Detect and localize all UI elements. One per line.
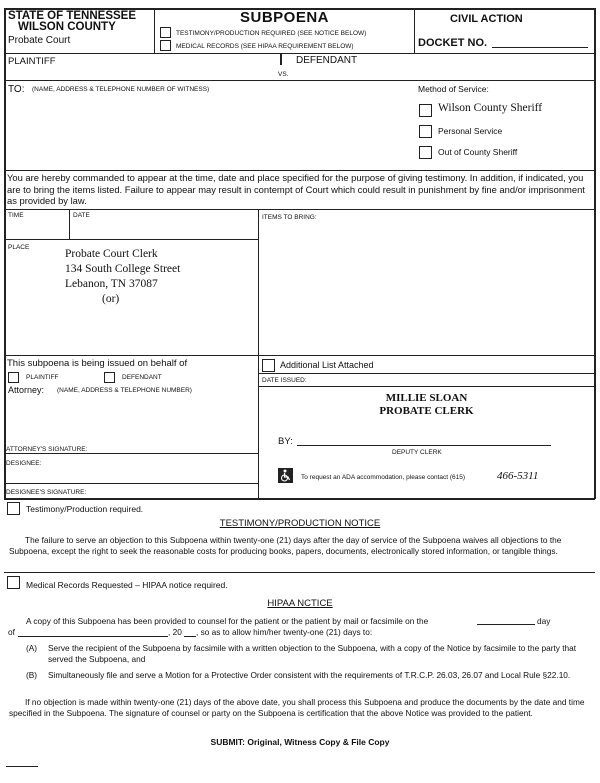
additional-list-label: Additional List Attached (280, 360, 374, 370)
page-title: SUBPOENA (239, 9, 329, 26)
form-border-bottom (4, 498, 595, 500)
medical-records-requested-label: Medical Records Requested – HIPAA notice required. (26, 580, 228, 590)
place-line-2: 134 South College Street (65, 263, 181, 275)
ada-phone: 466-5311 (497, 470, 539, 482)
behalf-title: This subpoena is being issued on behalf of (7, 358, 188, 369)
method-of-service-label: Method of Service: (418, 84, 489, 94)
parties-bottom-rule (4, 80, 595, 81)
hipaa-intro-a: A copy of this Subpoena has been provided to counsel for the patient or the patient by mail or facsimile on the (26, 616, 429, 626)
court-name: Probate Court (8, 35, 71, 46)
attorney-label: Attorney: (8, 385, 45, 395)
deputy-signature-field[interactable] (297, 445, 551, 446)
hipaa-day-field[interactable] (477, 624, 535, 625)
designee-signature-label: DESIGNEE'S SIGNATURE: (6, 489, 87, 496)
civil-action-label: CIVIL ACTION (450, 13, 523, 25)
deputy-clerk-label: DEPUTY CLERK (392, 449, 442, 456)
out-of-county-sheriff-checkbox[interactable] (419, 146, 432, 159)
behalf-plaintiff-checkbox[interactable] (8, 372, 19, 383)
place-address (65, 247, 180, 307)
personal-service-label: Personal Service (438, 126, 503, 136)
hipaa-item-a-label: (A) (26, 643, 38, 653)
additional-list-checkbox[interactable] (262, 359, 275, 372)
clerk-title: PROBATE CLERK (379, 405, 474, 417)
testimony-required-checkbox[interactable] (160, 27, 171, 38)
time-label: TIME (8, 212, 24, 219)
time-date-divider (69, 209, 70, 239)
hipaa-item-b-text: Simultaneously file and serve a Motion for a Protective Order consistent with the requirements of T.R.C.P. 26.03, 26.07 and Local Rule §22.10. (48, 670, 571, 680)
medical-records-requested-checkbox[interactable] (7, 576, 20, 589)
witness-desc: (NAME, ADDRESS & TELEPHONE NUMBER OF WITNESS) (32, 86, 210, 93)
hipaa-intro-e: , so as to allow him/her twenty-one (21) days to: (196, 627, 373, 637)
place-line-3: Lebanon, TN 37087 (65, 278, 158, 290)
date-label: DATE (73, 212, 90, 219)
behalf-defendant-label: DEFENDANT (122, 374, 162, 381)
designee-rule (4, 483, 258, 484)
place-line-4: (or) (102, 293, 120, 305)
command-paragraph: You are hereby commanded to appear at the time, date and place specified for the purpose of giving testimony. In addition, if indicated, you are to bring the items listed. Failure to appear may result in contempt of Court which could result in punishment by fine and/or imprisonment as provided by law. (7, 172, 585, 206)
plaintiff-label: PLAINTIFF (8, 56, 56, 67)
date-issued-rule (258, 386, 595, 387)
designee-label: DESIGNEE: (6, 460, 42, 467)
hipaa-intro-b: day (537, 616, 551, 626)
hipaa-notice-title: HIPAA NCTICE (267, 598, 333, 609)
place-label: PLACE (8, 244, 30, 251)
header-bottom-rule (4, 53, 595, 54)
ada-text: To request an ADA accommodation, please contact (615) (301, 474, 466, 481)
hipaa-item-a-text: Serve the recipient of the Subpoena by facsimile with a written objection to the Subpoena, with a copy of the Notice by facsimile to the party that served the Subpoena, and (48, 643, 577, 664)
hipaa-intro-c: of (8, 627, 15, 637)
defendant-label: DEFENDANT (296, 55, 358, 66)
by-label: BY: (278, 436, 293, 447)
personal-service-checkbox[interactable] (419, 125, 432, 138)
witness-bottom-rule (4, 170, 595, 171)
wilson-county-sheriff-label: Wilson County Sheriff (438, 102, 543, 114)
time-row-rule (4, 239, 258, 240)
submit-instructions: SUBMIT: Original, Witness Copy & File Copy (210, 737, 390, 747)
wheelchair-icon (278, 468, 293, 483)
form-border-left (4, 8, 6, 499)
date-issued-label: DATE ISSUED: (262, 377, 307, 384)
footer-mark (6, 766, 38, 767)
versus-label: VS. (278, 71, 289, 78)
testimony-notice-text: The failure to serve an objection to this Subpoena within twenty-one (21) days after the day of service of the Subpoena waives all objections to the Subpoena, except the right to seek the reasonable costs for producing books, papers, documents, electronically stored information, or tangible things. (9, 535, 562, 556)
form-border-right (594, 8, 596, 499)
hipaa-item-b-label: (B) (26, 670, 38, 680)
hipaa-intro-d: , 20 (168, 627, 182, 637)
state-name: STATE OF TENNESSEE (8, 10, 137, 22)
docket-no-label: DOCKET NO. (418, 37, 488, 49)
to-label: TO: (8, 84, 25, 95)
additional-bottom-rule (258, 373, 595, 374)
county-name: WILSON COUNTY (18, 21, 116, 33)
attorney-sig-rule (4, 453, 258, 454)
behalf-defendant-checkbox[interactable] (104, 372, 115, 383)
place-bottom-rule (4, 355, 595, 356)
hipaa-month-field[interactable] (18, 636, 168, 637)
attorney-desc: (NAME, ADDRESS & TELEPHONE NUMBER) (57, 387, 192, 394)
testimony-production-checkbox[interactable] (7, 502, 20, 515)
out-of-county-sheriff-label: Out of County Sheriff (438, 147, 518, 157)
wilson-county-sheriff-checkbox[interactable] (419, 104, 432, 117)
behalf-plaintiff-label: PLAINTIFF (26, 374, 59, 381)
attorney-signature-label: ATTORNEY'S SIGNATURE: (6, 446, 88, 453)
testimony-production-label: Testimony/Production required. (26, 504, 144, 514)
notice-divider (4, 572, 595, 573)
medical-records-label: MEDICAL RECORDS (SEE HIPAA REQUIREMENT BELOW) (176, 43, 354, 50)
center-divider (258, 209, 259, 499)
medical-records-checkbox[interactable] (160, 40, 171, 51)
hipaa-closing-text: If no objection is made within twenty-one (21) days of the above date, you shall process this Subpoena and produce the documents by the date and time specified in the Subpoena. The signature of counsel or party on the Subpoena is certification that the above Notice was provided to the patient. (9, 697, 585, 718)
clerk-name: MILLIE SLOAN (385, 392, 468, 404)
parties-divider (280, 53, 282, 65)
command-bottom-rule (4, 209, 595, 210)
items-to-bring-label: ITEMS TO BRING: (262, 214, 317, 221)
testimony-required-label: TESTIMONY/PRODUCTION REQUIRED (SEE NOTICE BELOW) (176, 30, 367, 37)
docket-no-field[interactable] (492, 47, 588, 48)
testimony-notice-title: TESTIMONY/PRODUCTION NOTICE (219, 518, 381, 529)
hipaa-year-field[interactable] (184, 636, 196, 637)
header-divider-2 (414, 8, 415, 53)
place-line-1: Probate Court Clerk (65, 248, 158, 260)
